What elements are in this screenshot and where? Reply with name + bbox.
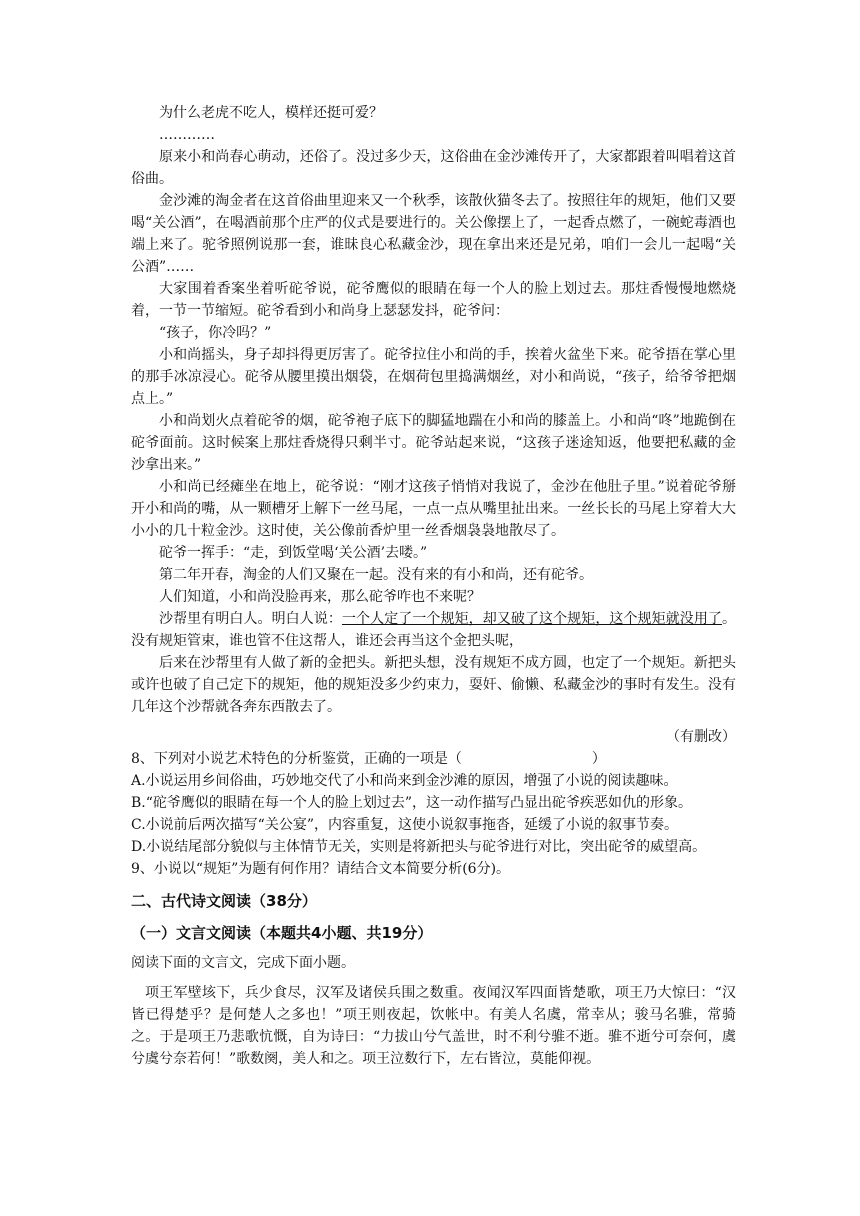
ellipsis-line: ………… [159,127,215,143]
story-paragraph: 第二年开春，淘金的人们又聚在一起。没有来的有小和尚，还有砣爷。 [159,567,593,583]
story-dialogue: 砣爷一挥手：“走，到饭堂喝‘关公酒’去喽。” [159,545,428,561]
question-8-text: 8、下列对小说艺术特色的分析鉴赏，正确的一项是（ [131,751,462,767]
story-paragraph-underlined [131,608,736,652]
question-9: 9、小说以“规矩”为题有何作用？请结合文本简要分析(6分)。 [131,861,511,877]
story-paragraph: 为什么老虎不吃人，模样还挺可爱？ [159,105,383,121]
classical-passage: 项王军壁垓下，兵少食尽，汉军及诸侯兵围之数重。夜闻汉军四面皆楚歌，项王乃大惊曰：“汉皆已得楚乎？是何楚人之多也！”项王则夜起，饮帐中。有美人名虞，常幸从；骏马名骓，常骑之。于是项王乃悲歌忼慨，自为诗曰：“力拔山兮气盖世，时不利兮骓不逝。骓不逝兮可奈何，虞兮虞兮奈若何！”歌数阕，美人和之。项王泣数行下，左右皆泣，莫能仰视。 [131,985,736,1067]
section-heading: 二、古代诗文阅读（38分） [131,892,317,910]
subsection-heading: （一）文言文阅读（本题共4小题、共19分） [131,924,433,942]
story-dialogue: “孩子，你冷吗？” [159,325,272,341]
document-body [131,102,736,1070]
option-a: A.小说运用乡间俗曲，巧妙地交代了小和尚来到金沙滩的原因，增强了小说的阅读趣味。 [131,773,678,789]
edit-note: （有删改） [666,729,736,745]
story-paragraph: 金沙滩的淘金者在这首俗曲里迎来又一个秋季，该散伙猫冬去了。按照往年的规矩，他们又要喝“关公酒”，在喝酒前那个庄严的仪式是要进行的。关公像摆上了，一起香点燃了，一碗蛇毒酒也端上来了。驼爷照例说那一套，谁昧良心私藏金沙，现在拿出来还是兄弟，咱们一会儿一起喝“关公酒”…… [131,193,736,275]
story-paragraph: 后来在沙帮里有人做了新的金把头。新把头想，没有规矩不成方圆，也定了一个规矩。新把头或许也破了自己定下的规矩，他的规矩没多少约束力，耍奸、偷懒、私藏金沙的事时有发生。没有几年这个沙帮就各奔东西散去了。 [131,655,736,715]
story-paragraph: 大家围着香案坐着听砣爷说，砣爷鹰似的眼睛在每一个人的脸上划过去。那炷香慢慢地燃烧着，一节一节缩短。砣爷看到小和尚身上瑟瑟发抖，砣爷问： [131,281,736,319]
underlined-sentence: 一个人定了一个规矩，却又破了这个规矩，这个规矩就没用了 [341,611,723,627]
option-d: D.小说结尾部分貌似与主体情节无关，实则是将新把头与砣爷进行对比，突出砣爷的威望高。 [131,839,707,855]
instruction-text: 阅读下面的文言文，完成下面小题。 [131,955,355,971]
text-segment: 。没有规矩管束，谁也管不住这帮人，谁还会再当这个金把头呢， [131,611,737,649]
option-b: B.“砣爷鹰似的眼睛在每一个人的脸上划过去”，这一动作描写凸显出砣爷疾恶如仇的形象。 [131,795,693,811]
question-8-stem [131,748,736,770]
option-c: C.小说前后两次描写“关公宴”，内容重复，这使小说叙事拖沓，延缓了小说的叙事节奏。 [131,817,678,833]
question-8-close: ） [591,751,606,767]
story-paragraph: 小和尚划火点着砣爷的烟，砣爷袍子底下的脚猛地踹在小和尚的膝盖上。小和尚“咚”地跪倒在砣爷面前。这时候案上那炷香烧得只剩半寸。砣爷站起来说，“这孩子迷途知返，他要把私藏的金沙拿出来。” [131,413,736,473]
story-paragraph: 小和尚摇头，身子却抖得更厉害了。砣爷拉住小和尚的手，挨着火盆坐下来。砣爷捂在掌心里的那手冰凉浸心。砣爷从腰里摸出烟袋，在烟荷包里捣满烟丝，对小和尚说，“孩子，给爷爷把烟点上。” [131,347,736,407]
story-paragraph: 人们知道，小和尚没脸再来，那么砣爷咋也不来呢？ [159,589,481,605]
story-paragraph: 原来小和尚春心萌动，还俗了。没过多少天，这俗曲在金沙滩传开了，大家都跟着叫唱着这首俗曲。 [131,149,736,187]
story-paragraph: 小和尚已经瘫坐在地上，砣爷说：“刚才这孩子悄悄对我说了，金沙在他肚子里。”说着砣爷掰开小和尚的嘴，从一颗槽牙上解下一丝马尾，一点一点从嘴里扯出来。一丝长长的马尾上穿着大大小小的几十粒金沙。这时使，关公像前香炉里一丝香烟袅袅地散尽了。 [131,479,736,539]
text-segment: 沙帮里有明白人。明白人说： [159,611,342,627]
